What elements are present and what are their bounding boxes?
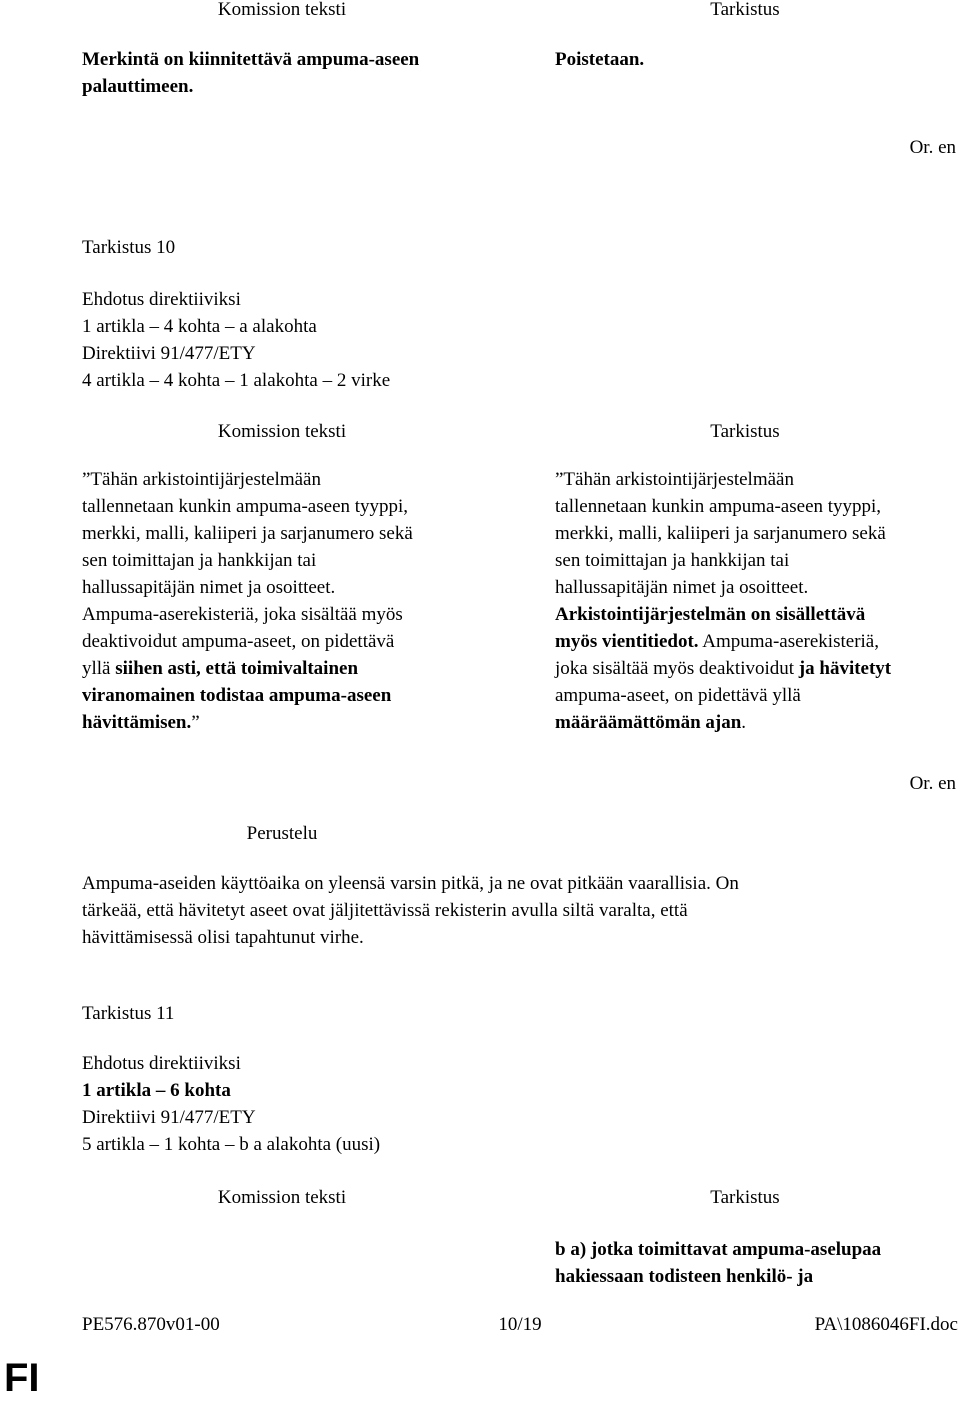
subsection-ref: 4 artikla – 4 kohta – 1 alakohta – 2 virke bbox=[82, 370, 391, 391]
changed-text: viranomainen todistaa ampuma-aseen bbox=[82, 685, 392, 706]
text-line: deaktivoidut ampuma-aseet, on pidettävä bbox=[82, 631, 395, 652]
proposal-label: Ehdotus direktiiviksi bbox=[82, 1053, 241, 1074]
text-line: b a) jotka toimittavat ampuma-aselupaa bbox=[555, 1239, 882, 1260]
commission-text bbox=[82, 46, 482, 100]
article-ref: 1 artikla – 4 kohta – a alakohta bbox=[82, 316, 317, 337]
amendment-title: Tarkistus 11 bbox=[82, 1003, 175, 1024]
amendment-reference bbox=[82, 286, 482, 394]
text-line bbox=[82, 709, 482, 736]
text-line: hallussapitäjän nimet ja osoitteet. bbox=[555, 577, 809, 598]
changed-text: määräämättömän ajan bbox=[555, 712, 742, 733]
amendment-text bbox=[555, 466, 960, 736]
text-line: hävittämisessä olisi tapahtunut virhe. bbox=[82, 927, 364, 948]
text-line: sen toimittajan ja hankkijan tai bbox=[82, 550, 317, 571]
justification-title: Perustelu bbox=[246, 823, 318, 844]
text-line: tallennetaan kunkin ampuma-aseen tyyppi, bbox=[555, 496, 882, 517]
article-ref: 1 artikla – 6 kohta bbox=[82, 1080, 231, 1101]
changed-text: Arkistointijärjestelmän on sisällettävä bbox=[555, 604, 866, 625]
amendment-text bbox=[555, 1236, 960, 1290]
text-line bbox=[555, 709, 960, 736]
text-line: Ampuma-aserekisteriä, joka sisältää myös bbox=[82, 604, 403, 625]
text-line: ampuma-aseet, on pidettävä yllä bbox=[555, 685, 801, 706]
text-line: ”Tähän arkistointijärjestelmään bbox=[82, 469, 321, 490]
text-line bbox=[82, 655, 482, 682]
commission-text bbox=[82, 466, 482, 736]
text-line: ”Tähän arkistointijärjestelmään bbox=[555, 469, 794, 490]
directive-ref: Direktiivi 91/477/ETY bbox=[82, 1107, 256, 1128]
original-language: Or. en bbox=[909, 137, 956, 158]
changed-text: ja hävitetyt bbox=[798, 658, 892, 679]
text-line: merkki, malli, kaliiperi ja sarjanumero sekä bbox=[82, 523, 413, 544]
column-header-amendment: Tarkistus bbox=[710, 421, 780, 442]
page-number: 10/19 bbox=[498, 1314, 542, 1335]
changed-text: myös vientitiedot. bbox=[555, 631, 699, 652]
amendment-text: Poistetaan. bbox=[555, 49, 645, 70]
column-header-commission: Komission teksti bbox=[217, 0, 347, 20]
changed-text: siihen asti, että toimivaltainen bbox=[115, 658, 359, 679]
text-line: merkki, malli, kaliiperi ja sarjanumero sekä bbox=[555, 523, 886, 544]
language-code: FI bbox=[4, 1356, 40, 1400]
text-run: Ampuma-aserekisteriä, bbox=[698, 631, 879, 652]
column-header-amendment: Tarkistus bbox=[710, 0, 780, 20]
amendment-title: Tarkistus 10 bbox=[82, 237, 176, 258]
document-reference: PE576.870v01-00 bbox=[82, 1314, 220, 1335]
text-line: tärkeää, että hävitetyt aseet ovat jäljitettävissä rekisterin avulla siltä varalta, että bbox=[82, 900, 688, 921]
text-line: sen toimittajan ja hankkijan tai bbox=[555, 550, 790, 571]
proposal-label: Ehdotus direktiiviksi bbox=[82, 289, 241, 310]
directive-ref: Direktiivi 91/477/ETY bbox=[82, 343, 256, 364]
original-language: Or. en bbox=[909, 773, 956, 794]
column-header-commission: Komission teksti bbox=[217, 421, 347, 442]
amendment-reference bbox=[82, 1050, 482, 1158]
text-run: . bbox=[741, 712, 747, 733]
text-line: palauttimeen. bbox=[82, 76, 194, 97]
justification-text bbox=[82, 870, 922, 951]
text-line: Merkintä on kiinnitettävä ampuma-aseen bbox=[82, 49, 420, 70]
column-header-commission: Komission teksti bbox=[217, 1187, 347, 1208]
subsection-ref: 5 artikla – 1 kohta – b a alakohta (uusi) bbox=[82, 1134, 381, 1155]
text-line: tallennetaan kunkin ampuma-aseen tyyppi, bbox=[82, 496, 409, 517]
text-line bbox=[555, 655, 960, 682]
text-line: Ampuma-aseiden käyttöaika on yleensä varsin pitkä, ja ne ovat pitkään vaarallisia. On bbox=[82, 873, 739, 894]
file-name: PA\1086046FI.doc bbox=[814, 1314, 958, 1335]
column-header-amendment: Tarkistus bbox=[710, 1187, 780, 1208]
text-line: hallussapitäjän nimet ja osoitteet. bbox=[82, 577, 336, 598]
text-run: joka sisältää myös deaktivoidut bbox=[555, 658, 799, 679]
text-run: yllä bbox=[82, 658, 116, 679]
text-run: ” bbox=[191, 712, 200, 733]
changed-text: hävittämisen. bbox=[82, 712, 192, 733]
text-line bbox=[555, 628, 960, 655]
text-line: hakiessaan todisteen henkilö- ja bbox=[555, 1266, 814, 1287]
